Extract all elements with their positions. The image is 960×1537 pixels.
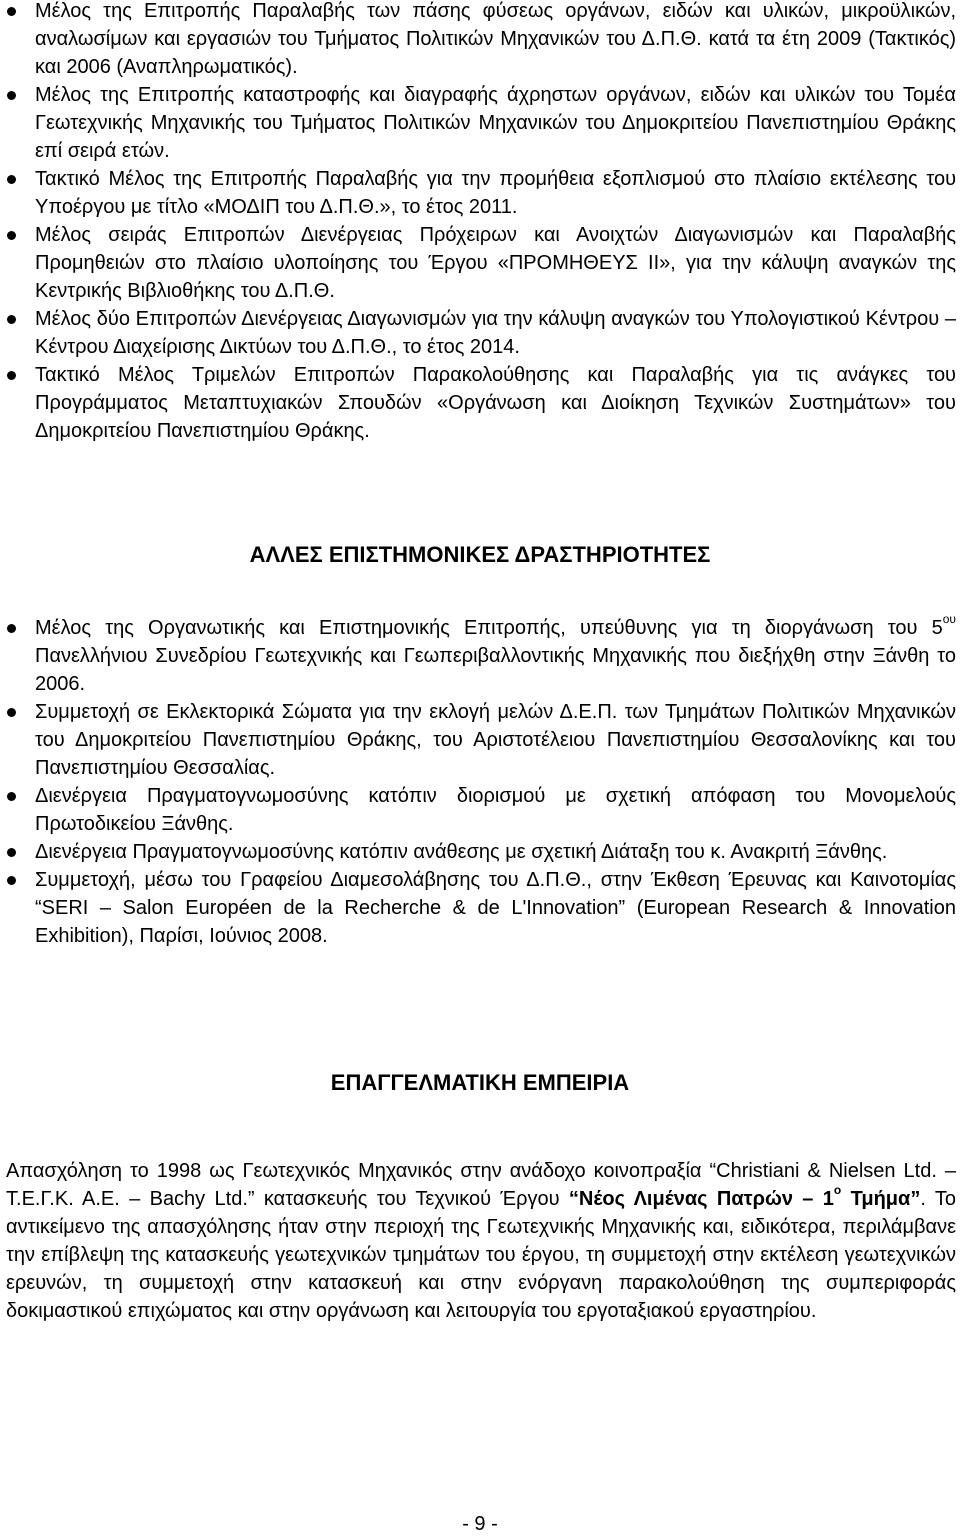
- list-item-text: Συμμετοχή, μέσω του Γραφείου Διαμεσολάβησης του Δ.Π.Θ., στην Έκθεση Έρευνας και Καινοτομίας “SERI – Salon Européen de la Recherche & de L'Innovation” (European Research & Innovation Exhibition), Παρίσι, Ιούνιος 2008.: [35, 869, 956, 947]
- professional-experience-paragraph: [6, 1157, 956, 1325]
- page-number: - 9 -: [462, 1513, 498, 1535]
- bullet-icon: [7, 708, 16, 717]
- bullet-icon: [7, 371, 16, 380]
- list-item-text: Μέλος της Επιτροπής καταστροφής και διαγραφής άχρηστων οργάνων, ειδών και υλικών του Τομέα Γεωτεχνικής Μηχανικής του Τμήματος Πολιτικών Μηχανικών του Δημοκριτείου Πανεπιστημίου Θράκης επί σειρά ετών.: [35, 84, 956, 162]
- bullet-icon: [7, 231, 16, 240]
- bullet-icon: [7, 848, 16, 857]
- list-item-text-before: Μέλος της Οργανωτικής και Επιστημονικής Επιτροπής, υπεύθυνης για τη διοργάνωση του 5: [35, 617, 943, 639]
- list-item-text: Μέλος δύο Επιτροπών Διενέργειας Διαγωνισμών για την κάλυψη αναγκών του Υπολογιστικού Κέντρου – Κέντρου Διαχείρισης Δικτύων του Δ.Π.Θ., το έτος 2014.: [35, 308, 956, 358]
- section-heading-other-activities: ΑΛΛΕΣ ΕΠΙΣΤΗΜΟΝΙΚΕΣ ΔΡΑΣΤΗΡΙΟΤΗΤΕΣ: [249, 542, 711, 567]
- list-item-text: Διενέργεια Πραγματογνωμοσύνης κατόπιν διορισμού με σχετική απόφαση του Μονομελούς Πρωτοδικείου Ξάνθης.: [35, 785, 956, 835]
- ordinal-superscript: ο: [833, 1183, 842, 1198]
- bullet-icon: [7, 624, 16, 633]
- list-item: [0, 838, 960, 866]
- list-item: [0, 0, 960, 81]
- ordinal-superscript: ου: [942, 612, 956, 627]
- list-item-text: Τακτικό Μέλος Τριμελών Επιτροπών Παρακολούθησης και Παραλαβής για τις ανάγκες του Προγράμματος Μεταπτυχιακών Σπουδών «Οργάνωση και Διοίκηση Τεχνικών Συστημάτων» του Δημοκριτείου Πανεπιστημίου Θράκης.: [35, 364, 956, 442]
- section-heading-professional-experience: ΕΠΑΓΓΕΛΜΑΤΙΚΗ ΕΜΠΕΙΡΙΑ: [330, 1070, 630, 1095]
- project-name-bold-end: Τμήμα”: [841, 1188, 921, 1210]
- list-item: [0, 305, 960, 361]
- list-item-text: Μέλος σειράς Επιτροπών Διενέργειας Πρόχειρων και Ανοιχτών Διαγωνισμών και Παραλαβής Προμηθειών στο πλαίσιο υλοποίησης του Έργου «ΠΡΟΜΗΘΕΥΣ ΙΙ», για την κάλυψη αναγκών της Κεντρικής Βιβλιοθήκης του Δ.Π.Θ.: [35, 224, 956, 302]
- bullet-icon: [7, 175, 16, 184]
- list-item-text: Μέλος της Επιτροπής Παραλαβής των πάσης φύσεως οργάνων, ειδών και υλικών, μικροϋλικών, αναλωσίμων και εργασιών του Τμήματος Πολιτικών Μηχανικών του Δ.Π.Θ. κατά τα έτη 2009 (Τακτικός) και 2006 (Αναπληρωματικός).: [35, 0, 956, 78]
- committees-list: [0, 0, 960, 445]
- list-item: [0, 866, 960, 950]
- bullet-icon: [7, 91, 16, 100]
- list-item: [0, 614, 960, 698]
- list-item: [0, 81, 960, 165]
- bullet-icon: [7, 315, 16, 324]
- bullet-icon: [7, 876, 16, 885]
- list-item: [0, 221, 960, 305]
- list-item: [0, 698, 960, 782]
- list-item: [0, 361, 960, 445]
- bullet-icon: [7, 792, 16, 801]
- list-item-text-after: Πανελλήνιου Συνεδρίου Γεωτεχνικής και Γεωπεριβαλλοντικής Μηχανικής που διεξήχθη στην Ξάνθη το 2006.: [35, 645, 956, 695]
- paragraph-text-part1: Απασχόληση το 1998 ως Γεωτεχνικός Μηχανικός στην ανάδοχο κοινοπραξία “Christiani & Nielsen Ltd. – Τ.Ε.Γ.Κ. Α.Ε. – Bachy Ltd.” κατασκευής του Τεχνικού Έργου: [6, 1160, 956, 1210]
- list-item-text: Διενέργεια Πραγματογνωμοσύνης κατόπιν ανάθεσης με σχετική Διάταξη του κ. Ανακριτή Ξάνθης.: [35, 841, 888, 863]
- list-item-text: Συμμετοχή σε Εκλεκτορικά Σώματα για την εκλογή μελών Δ.Ε.Π. των Τμημάτων Πολιτικών Μηχανικών του Δημοκριτείου Πανεπιστημίου Θράκης, του Αριστοτέλειου Πανεπιστημίου Θεσσαλονίκης και του Πανεπιστημίου Θεσσαλίας.: [35, 701, 956, 779]
- list-item: [0, 782, 960, 838]
- list-item: [0, 165, 960, 221]
- other-activities-list: [0, 614, 960, 950]
- bullet-icon: [7, 7, 16, 16]
- paragraph-text-part2: . Το αντικείμενο της απασχόλησης ήταν στην περιοχή της Γεωτεχνικής Μηχανικής και, ειδικότερα, περιλάμβανε την επίβλεψη της κατασκευής γεωτεχνικών τμημάτων του έργου, τη συμμετοχή στην εκτέλεση γεωτεχνικών ερευνών, τη συμμετοχή στην κατασκευή και στην ενόργανη παρακολούθηση της συμπεριφοράς δοκιμαστικού επιχώματος και στην οργάνωση και λειτουργία του εργοταξιακού εργαστηρίου.: [6, 1188, 957, 1322]
- project-name-bold: “Νέος Λιμένας Πατρών – 1: [568, 1188, 834, 1210]
- list-item-text: Τακτικό Μέλος της Επιτροπής Παραλαβής για την προμήθεια εξοπλισμού στο πλαίσιο εκτέλεσης του Υποέργου με τίτλο «ΜΟΔΙΠ του Δ.Π.Θ.», το έτος 2011.: [35, 168, 956, 218]
